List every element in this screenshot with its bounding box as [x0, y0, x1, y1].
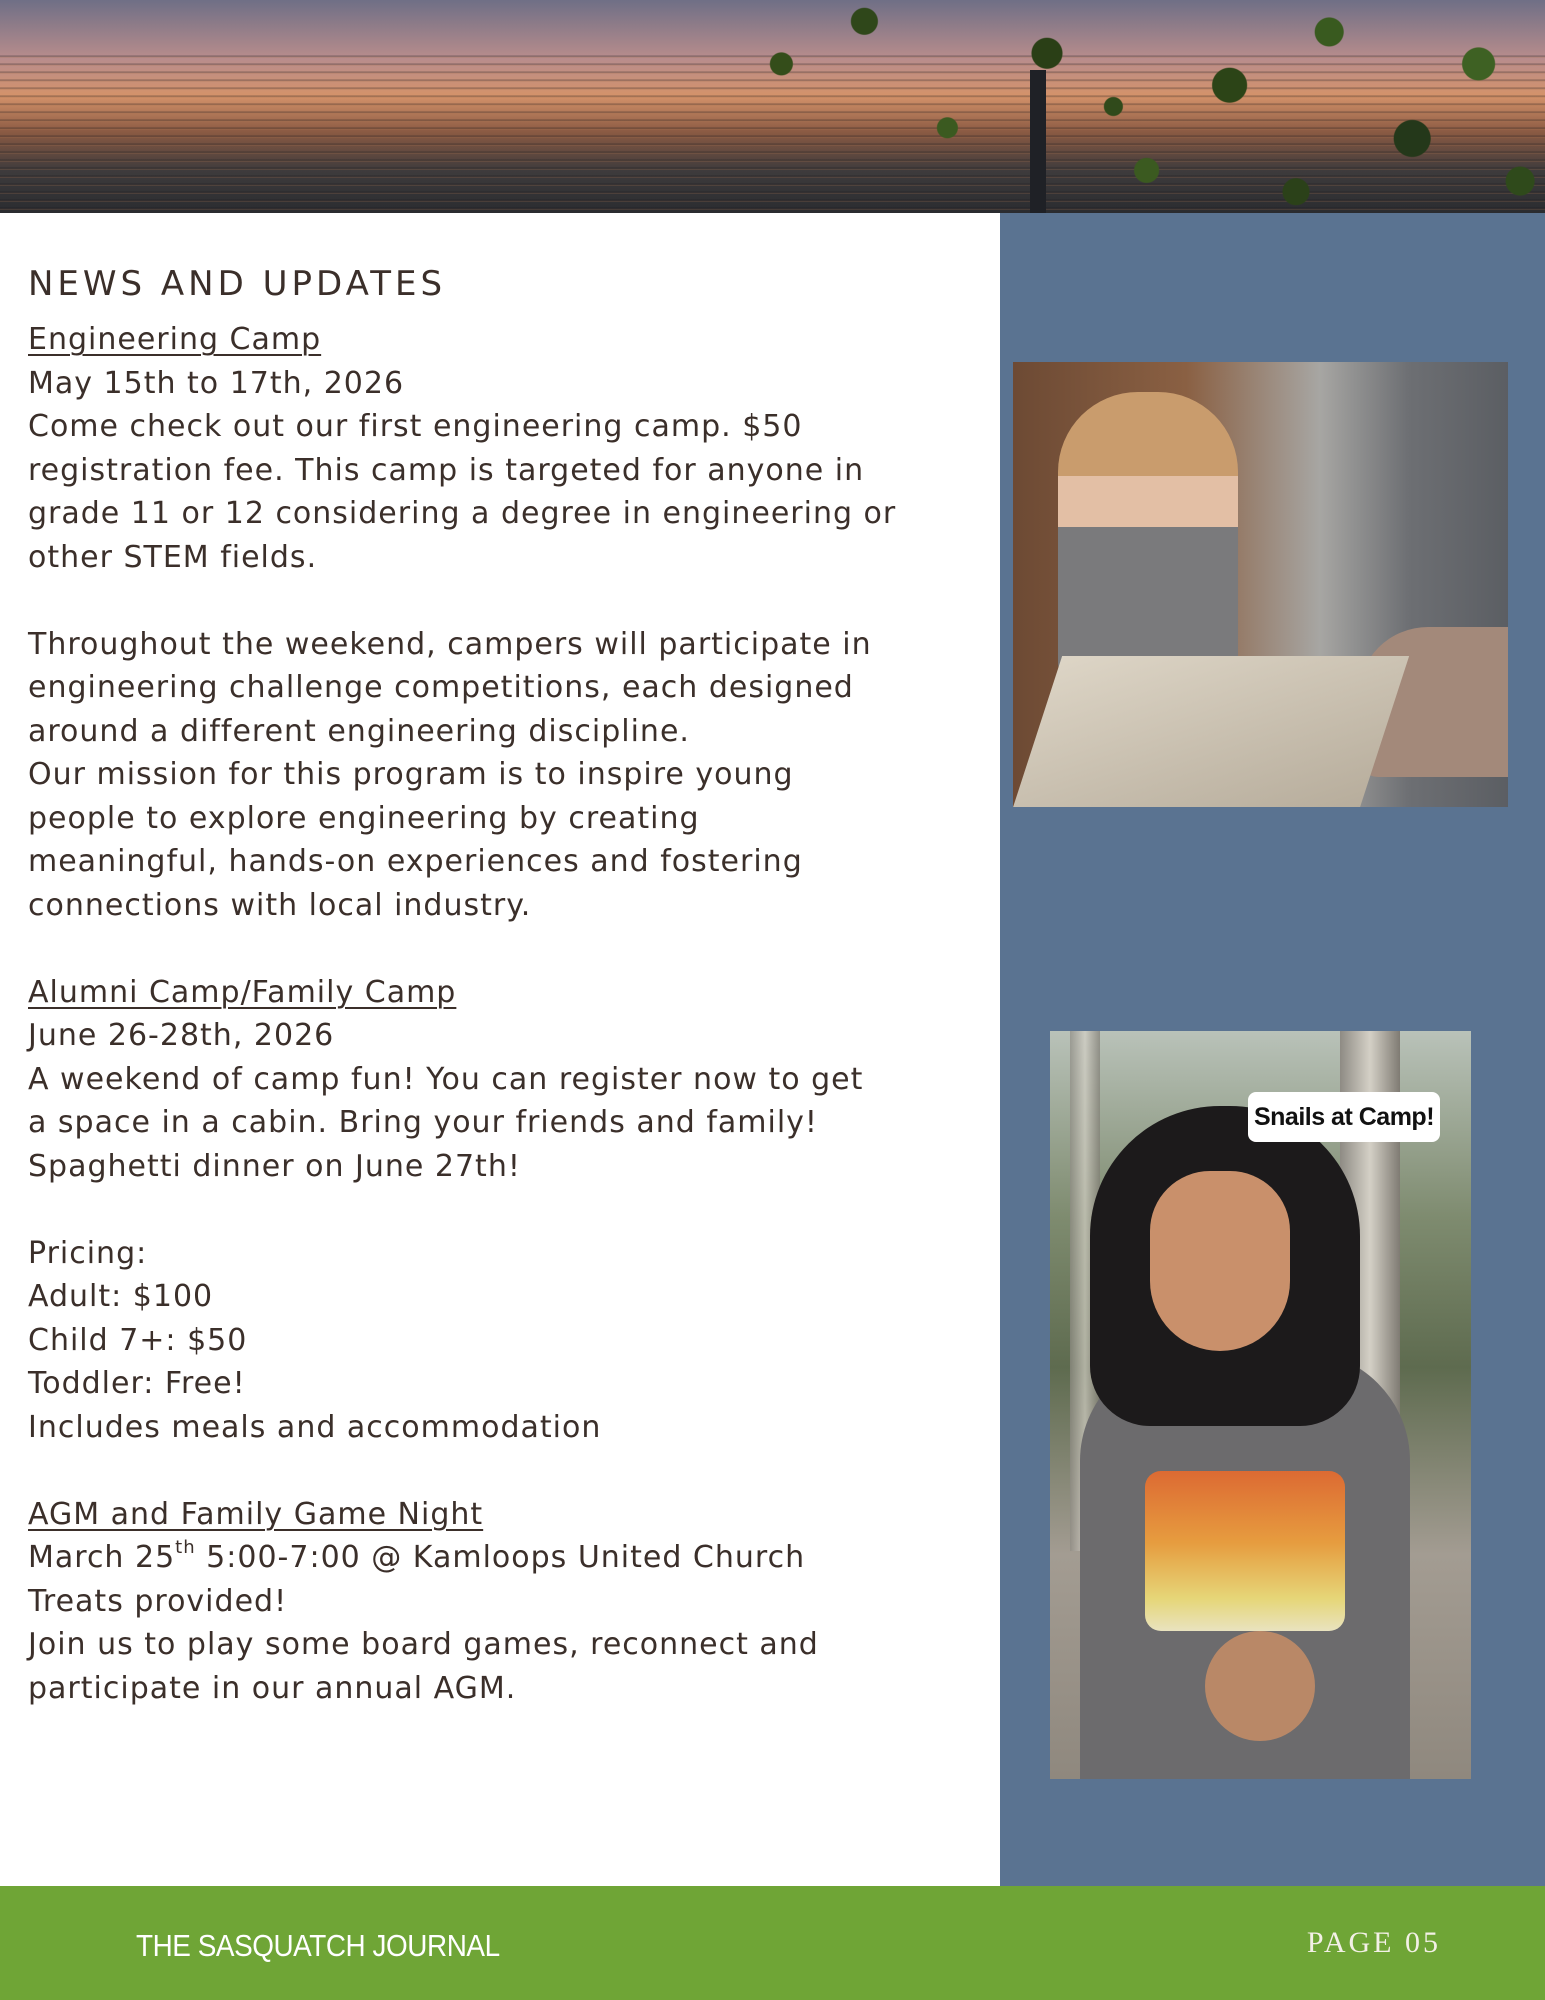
article-title: Engineering Camp: [28, 322, 322, 357]
article-line: May 15th to 17th, 2026: [28, 365, 405, 401]
article-line: Join us to play some board games, reconnect and: [28, 1627, 819, 1662]
article-line: Throughout the weekend, campers will participate in: [28, 626, 872, 662]
photo-shirt-graphic: [1145, 1471, 1345, 1631]
article-line: people to explore engineering by creating: [28, 800, 700, 836]
photo-face: [1150, 1171, 1290, 1351]
article-line: around a different engineering discipline.: [28, 713, 690, 749]
article-line: Come check out our first engineering camp. $50: [28, 409, 803, 444]
pricing-adult: Adult: $100: [28, 1279, 214, 1314]
page-number: PAGE 05: [1306, 1926, 1441, 1959]
date-ordinal: th: [175, 1537, 196, 1558]
article-line: Treats provided!: [28, 1583, 288, 1619]
news-column: [28, 262, 993, 1710]
journal-name: THE SASQUATCH JOURNAL: [136, 1928, 500, 1963]
pricing-note: Includes meals and accommodation: [28, 1409, 602, 1445]
article-line: connections with local industry.: [28, 887, 532, 923]
paragraph-gap: [28, 1188, 993, 1232]
article-line: June 26-28th, 2026: [28, 1018, 335, 1053]
photo-kids-at-table: [1013, 362, 1508, 807]
article-line: Spaghetti dinner on June 27th!: [28, 1148, 521, 1184]
paragraph-gap: [28, 579, 993, 623]
article-line: engineering challenge competitions, each designed: [28, 670, 854, 705]
pricing-heading: Pricing:: [28, 1235, 148, 1271]
tree-branches: [715, 0, 1545, 213]
photo-caption: Snails at Camp!: [1248, 1092, 1440, 1142]
pricing-toddler: Toddler: Free!: [28, 1366, 246, 1401]
photo-table: [1013, 656, 1409, 807]
article-alumni-camp: [28, 971, 993, 1450]
section-gap: [28, 927, 993, 971]
article-line: A weekend of camp fun! You can register now to get: [28, 1061, 864, 1097]
article-line: other STEM fields.: [28, 539, 318, 575]
article-agm-game-night: [28, 1493, 993, 1711]
article-line: registration fee. This camp is targeted for anyone in: [28, 452, 865, 488]
article-line: Our mission for this program is to inspire young: [28, 757, 794, 792]
section-heading: NEWS AND UPDATES: [28, 264, 447, 304]
article-line: participate in our annual AGM.: [28, 1670, 517, 1706]
article-line: a space in a cabin. Bring your friends and family!: [28, 1105, 818, 1140]
event-date: March 25: [28, 1540, 176, 1575]
header-banner-photo: [0, 0, 1545, 213]
article-title: Alumni Camp/Family Camp: [28, 974, 457, 1010]
article-engineering-camp: [28, 318, 993, 927]
event-date-line: [28, 1536, 993, 1580]
section-gap: [28, 1449, 993, 1493]
article-line: grade 11 or 12 considering a degree in engineering or: [28, 496, 897, 531]
article-line: meaningful, hands-on experiences and fostering: [28, 844, 803, 879]
photo-snails-at-camp: [1050, 1031, 1471, 1779]
event-time-location: 5:00-7:00 @ Kamloops United Church: [195, 1540, 806, 1575]
pricing-child: Child 7+: $50: [28, 1322, 248, 1358]
article-title: AGM and Family Game Night: [28, 1496, 484, 1532]
photo-hand-with-snail: [1205, 1631, 1315, 1741]
footer-bar: [0, 1886, 1545, 2000]
